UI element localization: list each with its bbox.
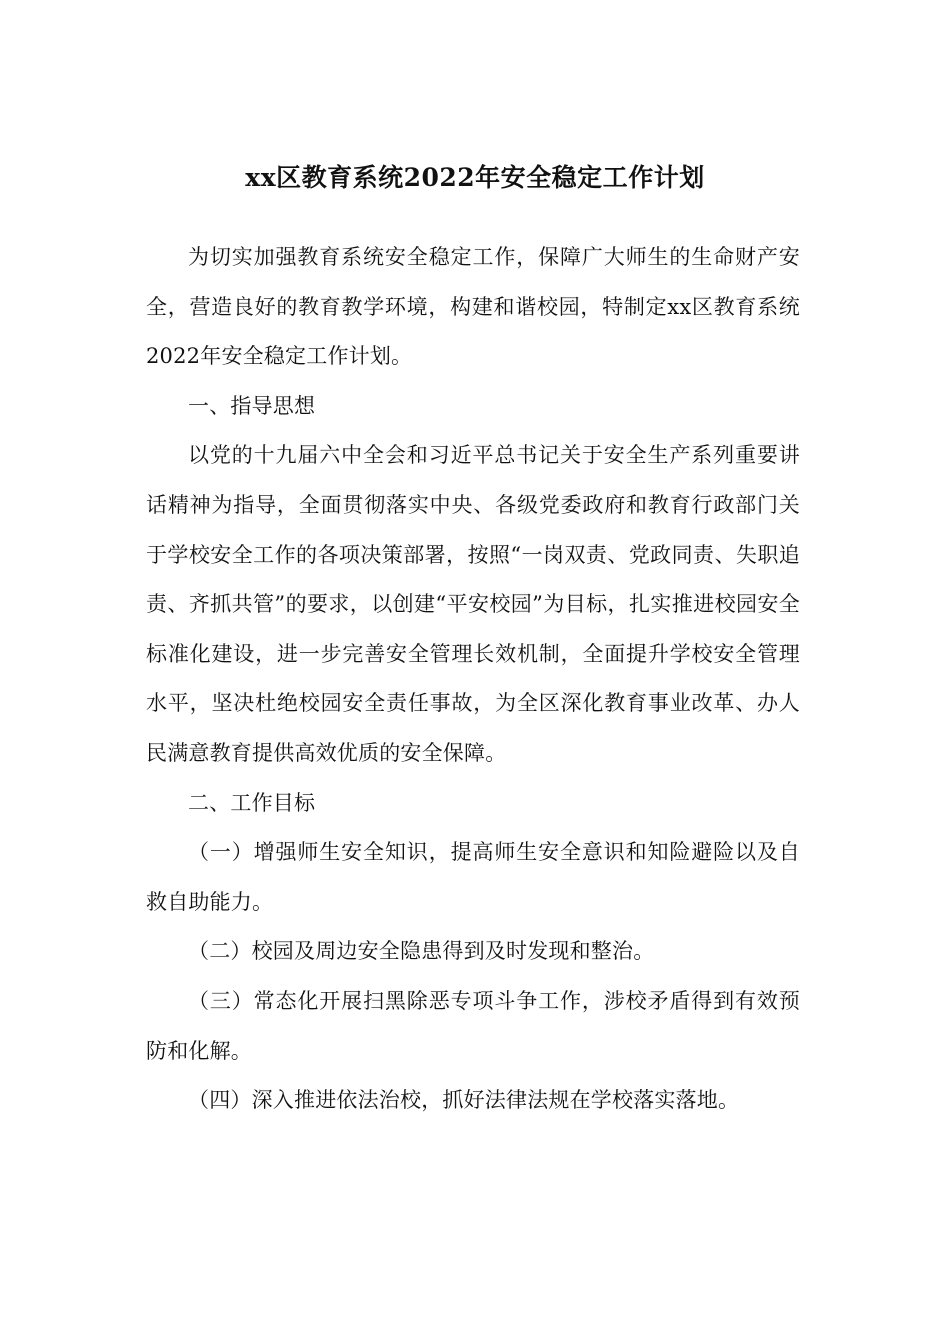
goal-item-4: （四）深入推进依法治校，抓好法律法规在学校落实落地。 xyxy=(188,1088,740,1113)
section-heading-guiding-ideology: 一、指导思想 xyxy=(188,393,316,418)
document-title: xx区教育系统2022年安全稳定工作计划 xyxy=(245,163,705,192)
section-heading-work-goals: 二、工作目标 xyxy=(188,790,316,815)
goal-item-3: （三）常态化开展扫黑除恶专项斗争工作，涉校矛盾得到有效预防和化解。 xyxy=(146,988,800,1063)
paragraph-guiding-ideology: 以党的十九届六中全会和习近平总书记关于安全生产系列重要讲话精神为指导，全面贯彻落实中央、各级党委政府和教育行政部门关于学校安全工作的各项决策部署，按照“一岗双责、党政同责、失职追责、齐抓共管”的要求，以创建“平安校园”为目标，扎实推进校园安全标准化建设，进一步完善安全管理长效机制，全面提升学校安全管理水平，坚决杜绝校园安全责任事故，为全区深化教育事业改革、办人民满意教育提供高效优质的安全保障。 xyxy=(146,443,800,765)
document-body xyxy=(146,233,800,1126)
goal-item-2: （二）校园及周边安全隐患得到及时发现和整治。 xyxy=(188,939,655,964)
paragraph-intro: 为切实加强教育系统安全稳定工作，保障广大师生的生命财产安全，营造良好的教育教学环境，构建和谐校园，特制定xx区教育系统2022年安全稳定工作计划。 xyxy=(146,245,800,369)
goal-item-1: （一）增强师生安全知识，提高师生安全意识和知险避险以及自救自助能力。 xyxy=(146,840,800,914)
